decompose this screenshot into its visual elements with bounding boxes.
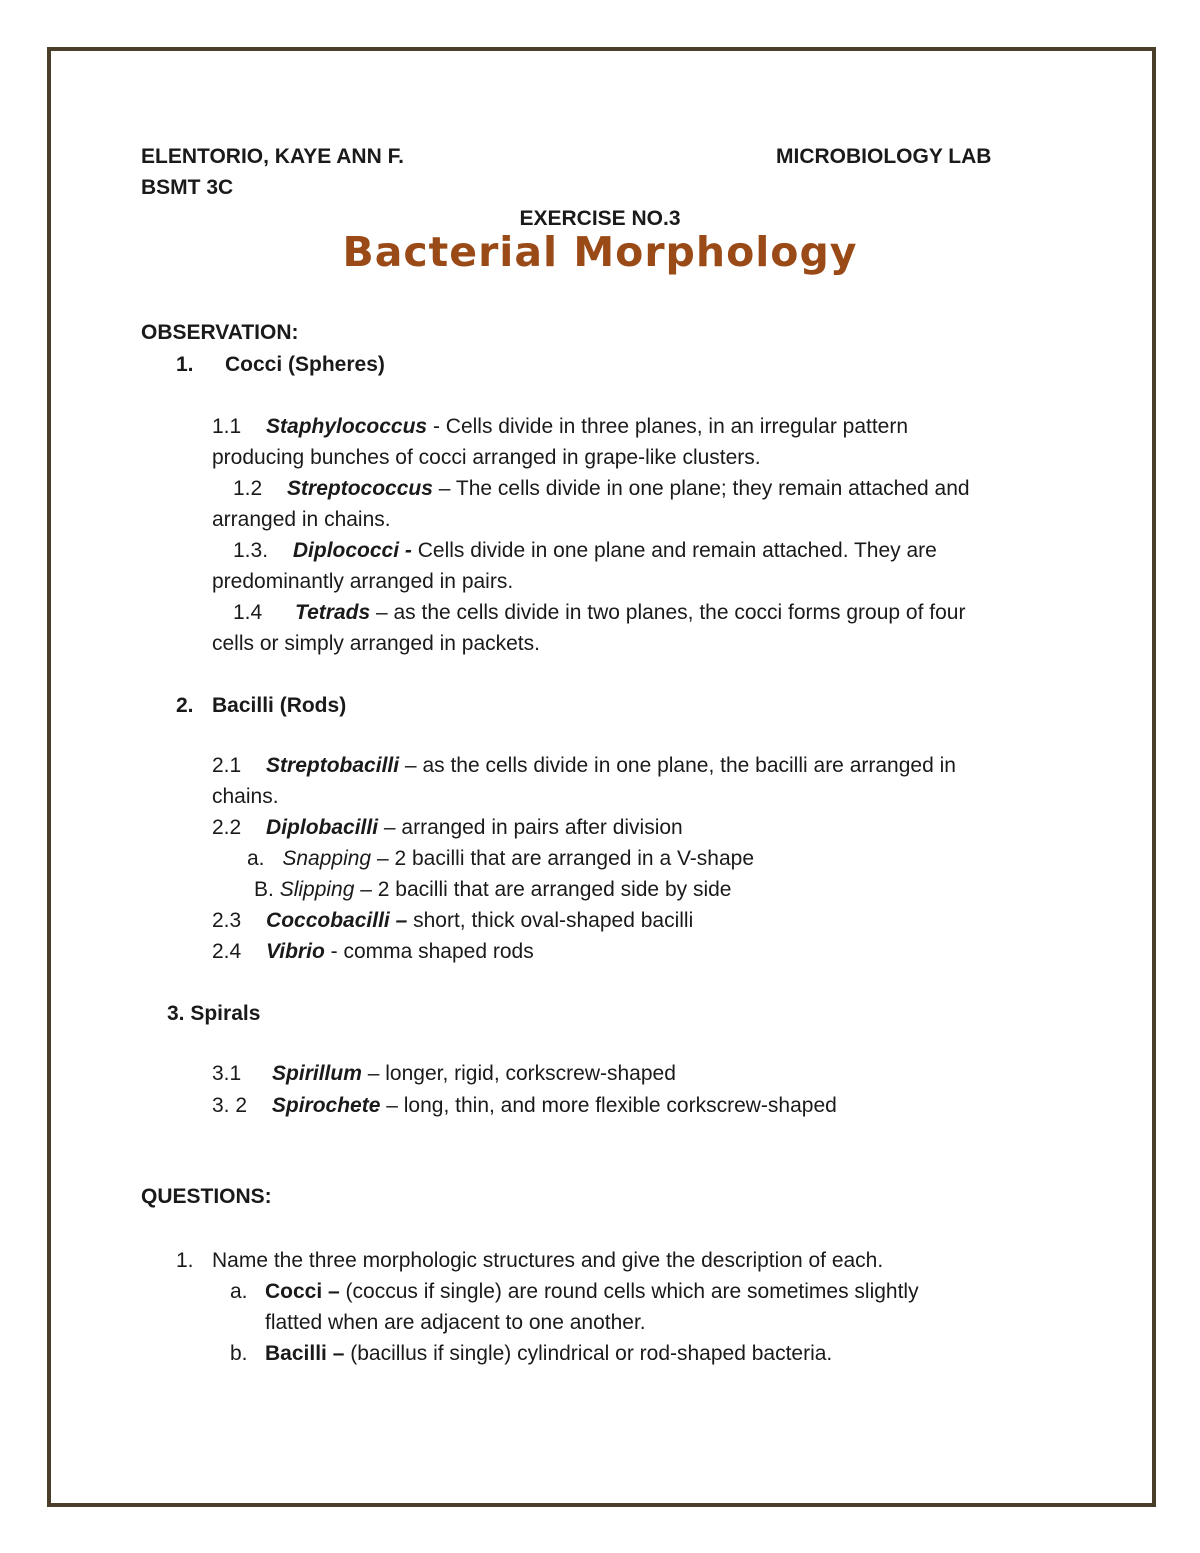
list-item [212, 755, 956, 776]
question-text: Name the three morphologic structures and give the description of each. [212, 1249, 884, 1272]
item-number: 2.1 [212, 754, 242, 777]
list-item [212, 817, 683, 838]
exercise-number: EXERCISE NO.3 [519, 207, 681, 230]
item-description: long, thin, and more flexible corkscrew-shaped [403, 1094, 837, 1117]
item-description-cont: chains. [212, 785, 279, 808]
list-item [212, 910, 693, 931]
bacilli-number: 2. [176, 694, 194, 717]
item-description: Cells divide in one plane and remain attached. They are [417, 539, 937, 562]
item-separator: – [378, 816, 402, 839]
item-description: comma shaped rods [343, 940, 534, 963]
sub-item-letter: a. [247, 847, 265, 870]
answer-description-cont: flatted when are adjacent to one another. [265, 1311, 646, 1334]
sub-item-description: – 2 bacilli that are arranged in a V-shape [371, 847, 755, 870]
item-number: 2.4 [212, 940, 242, 963]
item-term: Streptobacilli [266, 754, 400, 777]
course-section: BSMT 3C [141, 176, 234, 199]
item-description-cont: producing bunches of cocci arranged in grape-like clusters. [212, 446, 761, 469]
list-item [233, 540, 937, 561]
item-description-cont: predominantly arranged in pairs. [212, 570, 514, 593]
item-description: as the cells divide in two planes, the cocci forms group of four [393, 601, 966, 624]
item-number: 1.3. [233, 539, 269, 562]
list-item [212, 1095, 837, 1116]
answer-description: (coccus if single) are round cells which are sometimes slightly [339, 1280, 919, 1303]
answer-item [265, 1343, 832, 1364]
spirals-heading: 3. Spirals [167, 1002, 261, 1025]
item-description: as the cells divide in one plane, the bacilli are arranged in [422, 754, 956, 777]
answer-term: Bacilli – [265, 1342, 345, 1365]
item-term: Staphylococcus [266, 415, 428, 438]
sub-item-term: Slipping [279, 878, 355, 901]
list-item [212, 941, 534, 962]
item-number: 1.1 [212, 415, 242, 438]
item-term: Spirochete [271, 1094, 381, 1117]
item-description: The cells divide in one plane; they remain attached and [455, 477, 970, 500]
item-number: 1.2 [233, 477, 263, 500]
sub-item-letter: B. [254, 878, 274, 901]
sub-item-description: – 2 bacilli that are arranged side by side [354, 878, 732, 901]
item-separator: – [399, 754, 423, 777]
questions-heading: QUESTIONS: [141, 1185, 272, 1208]
item-term: Tetrads [295, 601, 371, 624]
item-term: Spirillum [272, 1062, 362, 1085]
list-item [233, 602, 965, 623]
answer-item [265, 1281, 919, 1302]
item-description: short, thick oval-shaped bacilli [413, 909, 694, 932]
item-term: Streptococcus [287, 477, 433, 500]
item-term: Diplobacilli [266, 816, 379, 839]
item-number: 3.1 [212, 1062, 242, 1085]
cocci-number: 1. [176, 353, 194, 376]
item-description-cont: cells or simply arranged in packets. [212, 632, 540, 655]
answer-letter: b. [230, 1342, 248, 1365]
item-number: 2.3 [212, 909, 242, 932]
subject-label: MICROBIOLOGY LAB [776, 145, 992, 168]
item-separator: - [427, 415, 446, 438]
item-number: 2.2 [212, 816, 242, 839]
sub-item-term: Snapping [282, 847, 372, 870]
item-number: 1.4 [233, 601, 263, 624]
item-term: Coccobacilli – [266, 909, 408, 932]
bacilli-heading: Bacilli (Rods) [212, 694, 347, 717]
answer-description: (bacillus if single) cylindrical or rod-shaped bacteria. [344, 1342, 833, 1365]
question-number: 1. [176, 1249, 194, 1272]
item-separator: – [432, 477, 456, 500]
answer-letter: a. [230, 1280, 248, 1303]
item-description: Cells divide in three planes, in an irregular pattern [445, 415, 909, 438]
list-item [233, 478, 970, 499]
item-separator: – [361, 1062, 386, 1085]
list-item [212, 1063, 676, 1084]
item-separator: - [324, 940, 344, 963]
item-separator: – [370, 601, 394, 624]
student-name: ELENTORIO, KAYE ANN F. [141, 145, 404, 168]
observation-heading: OBSERVATION: [141, 321, 299, 344]
cocci-heading: Cocci (Spheres) [225, 353, 385, 376]
sub-list-item [247, 848, 754, 869]
sub-list-item [254, 879, 731, 900]
answer-term: Cocci – [265, 1280, 340, 1303]
item-description-cont: arranged in chains. [212, 508, 391, 531]
item-number: 3. 2 [212, 1094, 248, 1117]
item-term: Vibrio [266, 940, 325, 963]
item-description: arranged in pairs after division [401, 816, 683, 839]
item-separator: – [380, 1094, 404, 1117]
item-description: longer, rigid, corkscrew-shaped [385, 1062, 676, 1085]
list-item [212, 416, 908, 437]
document-title: Bacterial Morphology [342, 228, 858, 276]
item-term: Diplococci - [292, 539, 412, 562]
